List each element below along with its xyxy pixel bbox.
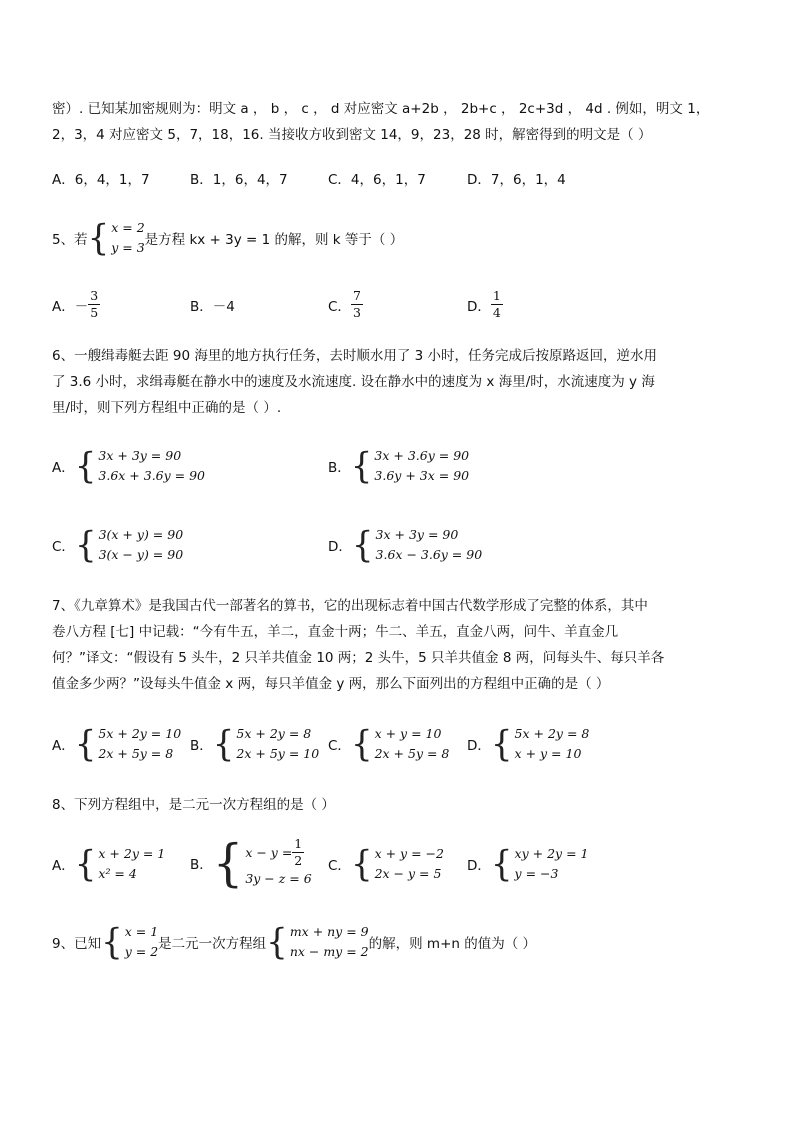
q8-option-c-brace: {: [350, 843, 373, 885]
q8-option-b-label: B．: [190, 856, 213, 873]
q9-suffix: 的解，则 m+n 的值为（ ）: [368, 936, 537, 952]
q6-option-c-label: C．: [52, 539, 75, 555]
q7-option-b-brace: {: [212, 723, 235, 765]
q8-option-b-eq-2: 3y − z = 6: [245, 871, 312, 886]
q6-option-c-brace: {: [74, 524, 97, 566]
q8-option-b-num: 1: [294, 836, 303, 851]
q5-option-d-fraction: [491, 288, 503, 321]
q7-option-a-brace: {: [74, 723, 97, 765]
q7-line-1: 7、《九章算术》是我国古代一部著名的算书，它的出现标志着中国古代数学形成了完整的体系，其中: [52, 598, 648, 614]
q9-eq-4: nx − my = 2: [289, 944, 369, 959]
q5-system: [111, 218, 144, 258]
q5-option-a: [52, 288, 100, 321]
q6-option-a-brace: {: [74, 445, 97, 487]
q7-option-a-eq-2: 2x + 5y = 8: [98, 746, 174, 761]
q6-option-c-system: [99, 525, 184, 565]
q7-option-b: [190, 724, 319, 764]
q9-brace-1: {: [101, 921, 123, 963]
q5-option-a-label: A．: [52, 298, 75, 315]
q9-eq-2: y = 2: [124, 944, 159, 959]
q8-option-b-system: [245, 836, 311, 889]
q7-option-d-eq-1: 5x + 2y = 8: [514, 726, 590, 741]
q8-option-b-eq-1: [245, 836, 311, 869]
q3-line-1: 密）. 已知某加密规则为：明文 a ， b ， c ， d 对应密文 a+2b ， 2b+c ， 2c+3d ， 4d . 例如，明文 1，: [52, 101, 710, 117]
q6-option-a-eq-2: 3.6x + 3.6y = 90: [98, 468, 206, 483]
q5-option-c-fraction: [351, 288, 363, 321]
q5-suffix: 是方程 kx + 3y = 1 的解，则 k 等于（ ）: [144, 232, 404, 248]
q9-brace-2: {: [266, 921, 288, 963]
q6-option-d-eq-1: 3x + 3y = 90: [375, 527, 459, 542]
q5-option-a-sign: －: [74, 298, 89, 315]
q5-brace: {: [87, 217, 110, 259]
q6-option-c: [52, 525, 183, 565]
q6-option-d: [328, 525, 482, 565]
q8-option-c: [328, 844, 444, 884]
q5-option-a-num: 3: [90, 288, 99, 303]
q7-option-c-eq-1: x + y = 10: [374, 726, 442, 741]
q6-option-d-system: [376, 525, 483, 565]
q5-option-b: B．－4: [190, 299, 235, 315]
q7-option-d-brace: {: [490, 723, 513, 765]
q8-option-d-brace: {: [490, 843, 513, 885]
q8-option-a-brace: {: [74, 843, 97, 885]
q6-option-b-label: B．: [328, 460, 351, 476]
q7-option-b-label: B．: [190, 738, 213, 754]
q5-option-d-num: 1: [492, 288, 501, 303]
q8-option-c-system: [375, 844, 444, 884]
q8-option-b-eq-1-left: x − y =: [245, 844, 293, 860]
q9-middle: 是二元一次方程组: [158, 936, 267, 952]
q5-option-d-label: D．: [467, 298, 491, 315]
q8-option-b-brace: {: [212, 833, 244, 892]
q7-line-2: 卷八方程 [七] 中记载：“今有牛五，羊二，直金十两；牛二、羊五，直金八两，问牛、羊直金几: [52, 624, 619, 640]
q3-line-2: 2，3，4 对应密文 5，7，18，16. 当接收方收到密文 14，9，23，28 时，解密得到的明文是（ ）: [52, 127, 652, 143]
q7-option-c-label: C．: [328, 738, 351, 754]
q5-option-a-den: 5: [90, 305, 99, 320]
q6-option-a-eq-1: 3x + 3y = 90: [98, 448, 182, 463]
q7-option-b-eq-1: 5x + 2y = 8: [236, 726, 312, 741]
q8-option-b: [190, 833, 312, 892]
q6-line-1: 6、一艘缉毒艇去距 90 海里的地方执行任务，去时顺水用了 3 小时，任务完成后按原路返回，逆水用: [52, 348, 658, 364]
q3-option-c: C．4，6，1，7: [328, 172, 426, 188]
q3-option-d: D．7，6，1，4: [467, 172, 566, 188]
q6-option-d-eq-2: 3.6x − 3.6y = 90: [375, 547, 483, 562]
q6-option-b-system: [374, 446, 469, 486]
q8-option-c-label: C．: [328, 858, 351, 874]
q7-option-c-brace: {: [350, 723, 373, 765]
q5-eq-2: y = 3: [111, 240, 145, 255]
q9-system-1: [125, 922, 158, 962]
q5-option-d-den: 4: [492, 305, 501, 320]
q7-option-c: [328, 724, 449, 764]
q6-option-c-eq-1: 3(x + y) = 90: [98, 527, 184, 542]
q5-stem: [52, 218, 403, 258]
q6-option-d-label: D．: [328, 539, 352, 555]
q3-option-b: B．1，6，4，7: [190, 172, 288, 188]
q8-option-d-system: [515, 844, 589, 884]
q8-option-c-eq-2: 2x − y = 5: [374, 866, 442, 881]
q7-option-a-eq-1: 5x + 2y = 10: [98, 726, 182, 741]
q7-option-a: [52, 724, 181, 764]
q8-option-d-eq-1: xy + 2y = 1: [514, 846, 589, 861]
q8-option-a-label: A．: [52, 858, 75, 874]
q7-option-a-label: A．: [52, 738, 75, 754]
q5-prefix: 5、若: [52, 232, 88, 248]
q6-option-b-eq-2: 3.6y + 3x = 90: [374, 468, 470, 483]
q8-option-a: [52, 844, 165, 884]
q8-option-d-label: D．: [467, 858, 491, 874]
q7-line-3: 何？”译文：“假设有 5 头牛，2 只羊共值金 10 两；2 头牛，5 只羊共值金 8 两，问每头牛、每只羊各: [52, 650, 665, 666]
q6-option-a: [52, 446, 205, 486]
q6-option-b: [328, 446, 469, 486]
q7-option-b-eq-2: 2x + 5y = 10: [236, 746, 320, 761]
q3-option-a: A．6，4，1，7: [52, 172, 150, 188]
q6-line-2: 了 3.6 小时，求缉毒艇在静水中的速度及水流速度. 设在静水中的速度为 x 海里/时，水流速度为 y 海: [52, 374, 655, 390]
q6-option-a-label: A．: [52, 460, 75, 476]
q6-line-3: 里/时，则下列方程组中正确的是（ ）.: [52, 400, 282, 416]
q6-option-a-system: [98, 446, 205, 486]
q7-option-d: [467, 724, 589, 764]
q5-option-c: [328, 288, 363, 321]
q9-stem: [52, 922, 536, 962]
q7-option-c-eq-2: 2x + 5y = 8: [374, 746, 450, 761]
q7-option-a-system: [98, 724, 181, 764]
q7-option-c-system: [375, 724, 450, 764]
q5-eq-1: x = 2: [111, 220, 145, 235]
q5-option-c-label: C．: [328, 298, 351, 315]
q5-option-c-den: 3: [352, 305, 361, 320]
q8-option-d: [467, 844, 588, 884]
q8-option-b-den: 2: [294, 853, 303, 868]
q8-option-b-fraction: [292, 836, 304, 869]
q8-option-a-eq-1: x + 2y = 1: [98, 846, 166, 861]
q9-eq-3: mx + ny = 9: [289, 924, 369, 939]
q9-system-2: [290, 922, 369, 962]
q9-eq-1: x = 1: [124, 924, 159, 939]
q6-option-d-brace: {: [351, 524, 374, 566]
q6-option-b-brace: {: [350, 445, 373, 487]
q8-stem: 8、下列方程组中，是二元一次方程组的是（ ）: [52, 797, 335, 813]
q5-option-a-fraction: [88, 288, 100, 321]
q7-line-4: 值金多少两？”设每头牛值金 x 两，每只羊值金 y 两，那么下面列出的方程组中正确的是（ ）: [52, 676, 610, 692]
q8-option-a-eq-2: x² = 4: [98, 866, 137, 881]
q8-option-c-eq-1: x + y = −2: [374, 846, 444, 861]
q5-option-c-num: 7: [352, 288, 361, 303]
q7-option-d-eq-2: x + y = 10: [514, 746, 582, 761]
q7-option-d-label: D．: [467, 738, 491, 754]
q8-option-d-eq-2: y = −3: [514, 866, 559, 881]
q7-option-b-system: [236, 724, 319, 764]
q6-option-b-eq-1: 3x + 3.6y = 90: [374, 448, 470, 463]
q5-option-d: [467, 288, 503, 321]
q8-option-a-system: [98, 844, 165, 884]
q6-option-c-eq-2: 3(x − y) = 90: [98, 547, 184, 562]
q9-prefix: 9、已知: [52, 936, 102, 952]
q7-option-d-system: [515, 724, 590, 764]
